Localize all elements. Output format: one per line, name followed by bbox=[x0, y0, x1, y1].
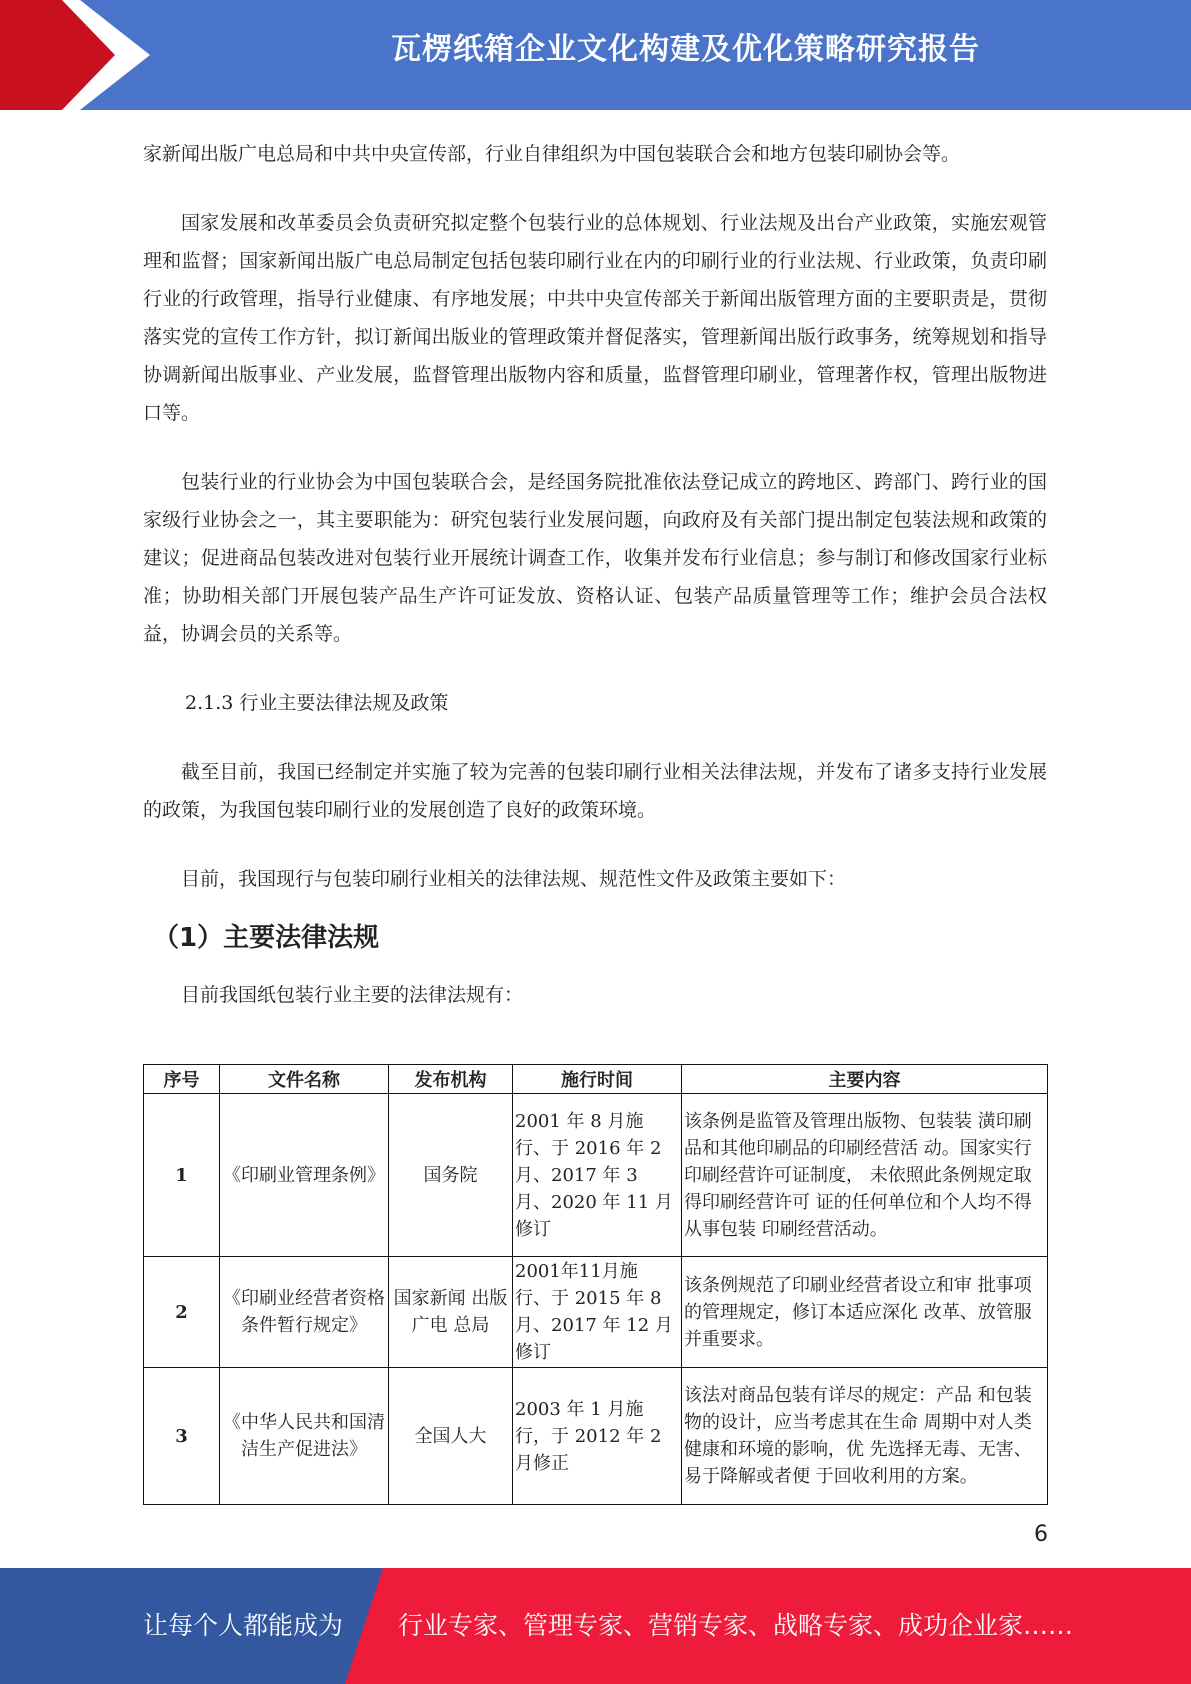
cell-no: 2 bbox=[144, 1257, 220, 1368]
cell-org: 全国人大 bbox=[389, 1368, 513, 1505]
paragraph-continued: 家新闻出版广电总局和中共中央宣传部，行业自律组织为中国包装联合会和地方包装印刷协会等。 bbox=[143, 143, 961, 165]
page-footer bbox=[0, 1568, 1191, 1684]
cell-content: 该条例规范了印刷业经营者设立和审 批事项的管理规定，修订本适应深化 改革、放管服并重要求。 bbox=[682, 1257, 1048, 1368]
document-title: 瓦楞纸箱企业文化构建及优化策略研究报告 bbox=[391, 32, 980, 67]
column-header: 施行时间 bbox=[513, 1065, 682, 1094]
cell-name: 《印刷业管理条例》 bbox=[220, 1094, 389, 1257]
cell-name: 《中华人民共和国清洁生产促进法》 bbox=[220, 1368, 389, 1505]
column-header: 主要内容 bbox=[682, 1065, 1048, 1094]
table-row bbox=[144, 1257, 1048, 1368]
cell-no: 1 bbox=[144, 1094, 220, 1257]
cell-date: 2001年11月施 行、于 2015 年 8 月、2017 年 12 月修订 bbox=[513, 1257, 682, 1368]
cell-org: 国务院 bbox=[389, 1094, 513, 1257]
cell-content: 该法对商品包装有详尽的规定：产品 和包装物的设计，应当考虑其在生命 周期中对人类健康和环境的影响，优 先选择无毒、无害、易于降解或者便 于回收利用的方案。 bbox=[682, 1368, 1048, 1505]
table-row bbox=[144, 1368, 1048, 1505]
table-row bbox=[144, 1094, 1048, 1257]
section-heading: （1）主要法律法规 bbox=[153, 923, 380, 953]
cell-date: 2001 年 8 月施 行、于 2016 年 2 月、2017 年 3 月、2020 年 11 月修订 bbox=[513, 1094, 682, 1257]
table-header-row bbox=[144, 1065, 1048, 1094]
cell-no: 3 bbox=[144, 1368, 220, 1505]
cell-date: 2003 年 1 月施 行，于 2012 年 2 月修正 bbox=[513, 1368, 682, 1505]
laws-table bbox=[143, 1064, 1048, 1505]
footer-slogan-left: 让每个人都能成为 bbox=[143, 1611, 344, 1640]
paragraph-association: 包装行业的行业协会为中国包装联合会，是经国务院批准依法登记成立的跨地区、跨部门、跨行业的国家级行业协会之一，其主要职能为：研究包装行业发展问题，向政府及有关部门提出制定包装法规和政策的建议；促进商品包装改进对包装行业开展统计调查工作，收集并发布行业信息；参与制订和修改国家行业标准；协助相关部门开展包装产品生产许可证发放、资格认证、包装产品质量管理等工作；维护会员合法权益，协调会员的关系等。 bbox=[143, 471, 1047, 645]
column-header: 序号 bbox=[144, 1065, 220, 1094]
column-header: 文件名称 bbox=[220, 1065, 389, 1094]
paragraph-policy-env: 截至目前，我国已经制定并实施了较为完善的包装印刷行业相关法律法规，并发布了诸多支持行业发展的政策，为我国包装印刷行业的发展创造了良好的政策环境。 bbox=[143, 761, 1047, 821]
paragraph-regulators: 国家发展和改革委员会负责研究拟定整个包装行业的总体规划、行业法规及出台产业政策，实施宏观管理和监督；国家新闻出版广电总局制定包括包装印刷行业在内的印刷行业的行业法规、行业政策，负责印刷行业的行政管理，指导行业健康、有序地发展；中共中央宣传部关于新闻出版管理方面的主要职责是，贯彻落实党的宣传工作方针，拟订新闻出版业的管理政策并督促落实，管理新闻出版行政事务，统筹规划和指导协调新闻出版事业、产业发展，监督管理出版物内容和质量，监督管理印刷业，管理著作权，管理出版物进口等。 bbox=[143, 212, 1047, 424]
cell-org: 国家新闻 出版广电 总局 bbox=[389, 1257, 513, 1368]
footer-slogan-right: 行业专家、管理专家、营销专家、战略专家、成功企业家…… bbox=[398, 1611, 1074, 1640]
cell-content: 该条例是监管及管理出版物、包装装 潢印刷品和其他印刷品的印刷经营活 动。国家实行印刷经营许可证制度， 未依照此条例规定取得印刷经营许可 证的任何单位和个人均不得从事包装 印刷经营活动。 bbox=[682, 1094, 1048, 1257]
paragraph-policy-list-intro: 目前，我国现行与包装印刷行业相关的法律法规、规范性文件及政策主要如下： bbox=[181, 868, 847, 890]
header-chevron-decoration bbox=[0, 0, 150, 110]
cell-name: 《印刷业经营者资格条件暂行规定》 bbox=[220, 1257, 389, 1368]
page-number: 6 bbox=[1034, 1522, 1048, 1547]
document-body bbox=[143, 135, 1047, 1014]
section-subheading: 2.1.3 行业主要法律法规及政策 bbox=[185, 692, 449, 714]
page-header bbox=[0, 0, 1191, 110]
column-header: 发布机构 bbox=[389, 1065, 513, 1094]
paragraph-laws-intro: 目前我国纸包装行业主要的法律法规有： bbox=[181, 984, 524, 1006]
